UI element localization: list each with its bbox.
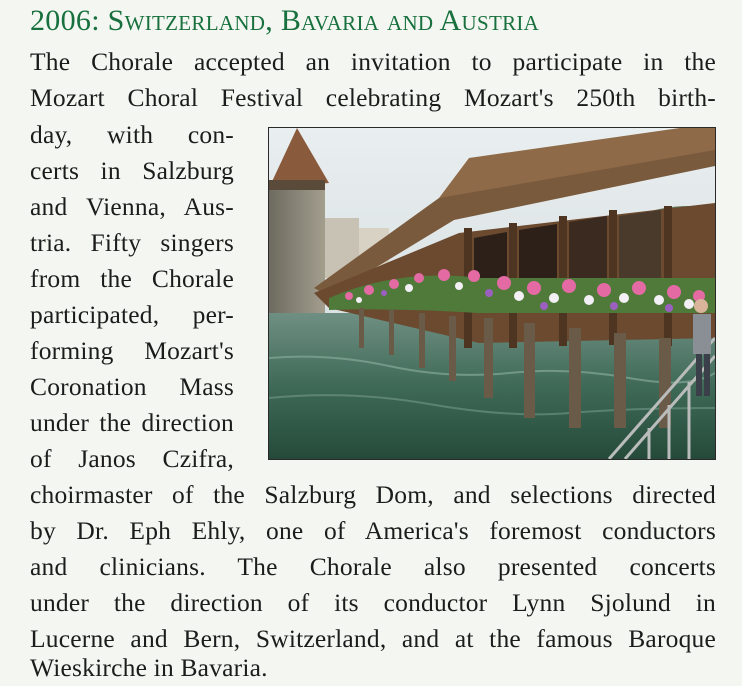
article-line: under the direction of its conductor Lynn Sjolund in (30, 588, 716, 617)
article-line: of Janos Czifra, (30, 444, 234, 473)
article-line: and Vienna, Aus- (30, 192, 234, 221)
article-line: The Chorale accepted an invitation to participate in the (30, 47, 716, 76)
article-line: Wieskirche in Bavaria. (30, 653, 268, 682)
article-line: by Dr. Eph Ehly, one of America's foremost conductors (30, 516, 716, 545)
article-line: Mozart Choral Festival celebrating Mozart's 250th birth- (30, 83, 716, 112)
article-line: certs in Salzburg (30, 156, 234, 185)
chapel-bridge-photo (268, 127, 716, 460)
article-line: from the Chorale (30, 264, 234, 293)
article-heading: 2006: Switzerland, Bavaria and Austria (30, 4, 540, 37)
article-line: and clinicians. The Chorale also presented concerts (30, 552, 716, 581)
article-line: Coronation Mass (30, 372, 234, 401)
article-line: under the direction (30, 408, 234, 437)
article-line: day, with con- (30, 120, 234, 149)
article-line: Lucerne and Bern, Switzerland, and at the famous Baroque (30, 624, 716, 653)
article-line: choirmaster of the Salzburg Dom, and selections directed (30, 480, 716, 509)
article-line: tria. Fifty singers (30, 228, 234, 257)
article-line: participated, per- (30, 300, 234, 329)
article-line: forming Mozart's (30, 336, 234, 365)
chapel-bridge-illustration (269, 128, 715, 459)
